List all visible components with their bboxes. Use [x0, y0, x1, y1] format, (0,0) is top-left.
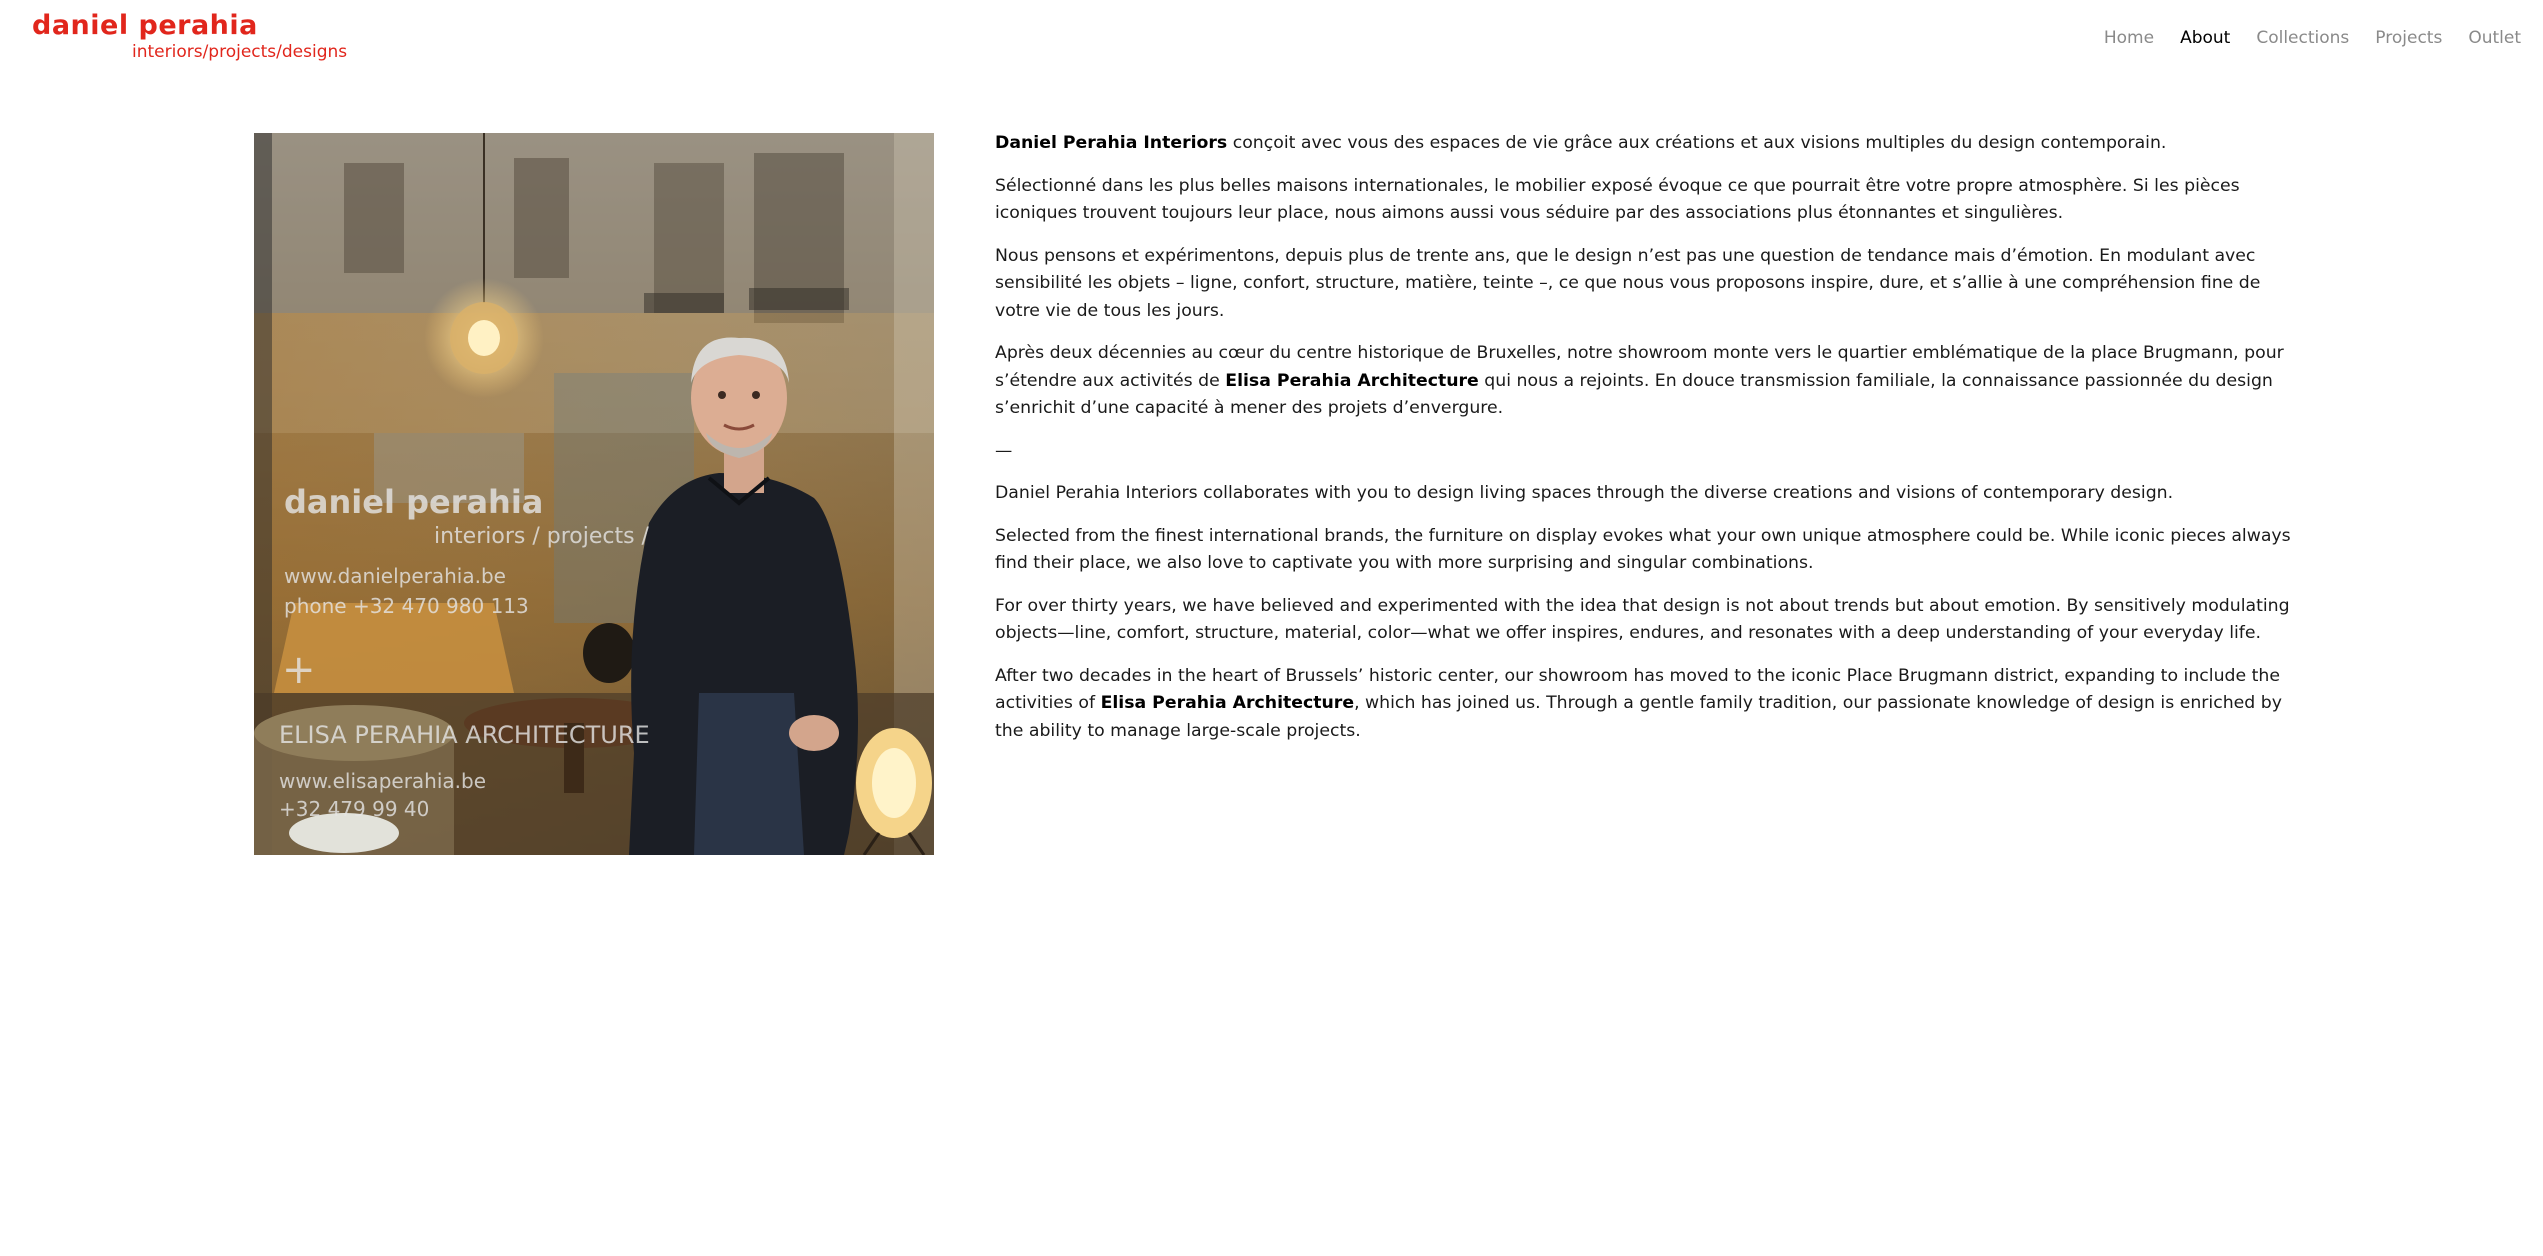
showroom-portrait-photo [254, 133, 934, 855]
en-p4-text-b: , which has joined us. Through a gentle family tradition, our passionate knowledge of design is enriched by the ability to manage large-scale projects. [995, 693, 2282, 741]
window-brand-text: daniel perahia [284, 483, 544, 521]
fr-paragraph-1 [995, 130, 2295, 158]
photo-illustration [254, 133, 934, 855]
fr-p4-text-a: Après deux décennies au cœur du centre historique de Bruxelles, notre showroom monte vers le quartier emblématique de la place Brugmann, pour s’étendre aux activités de [995, 343, 2284, 391]
window-phone-text: phone +32 470 980 113 [284, 594, 529, 618]
language-separator: — [995, 440, 1013, 461]
en-paragraph-1: Daniel Perahia Interiors collaborates with you to design living spaces through the diverse creations and visions of contemporary design. [995, 483, 2174, 503]
fr-p4-architecture-name: Elisa Perahia Architecture [1225, 370, 1479, 391]
fr-p1-text: conçoit avec vous des espaces de vie grâce aux créations et aux visions multiples du design contemporain. [1227, 133, 2167, 153]
window-website-text: www.danielperahia.be [284, 564, 506, 588]
nav-about[interactable]: About [2180, 28, 2231, 48]
fr-paragraph-4 [995, 340, 2295, 423]
site-header [0, 0, 2543, 90]
en-paragraph-3: For over thirty years, we have believed and experimented with the idea that design is not about trends but about emotion. By sensitively modulating objects—line, comfort, structure, material, color—what we offer inspires, endures, and resonates with a deep understanding of your everyday life. [995, 595, 2290, 643]
en-p4-architecture-name: Elisa Perahia Architecture [1100, 693, 1355, 713]
window-plus-text: + [282, 647, 316, 693]
logo-name[interactable]: daniel perahia [32, 10, 258, 41]
nav-projects[interactable]: Projects [2375, 28, 2443, 48]
fr-p1-company-name: Daniel Perahia Interiors [995, 133, 1228, 153]
nav-home[interactable]: Home [2103, 28, 2155, 48]
nav-collections[interactable]: Collections [2256, 28, 2350, 48]
logo-tagline[interactable]: interiors/projects/designs [132, 42, 348, 62]
fr-paragraph-2: Sélectionné dans les plus belles maisons internationales, le mobilier exposé évoque ce que pourrait être votre propre atmosphère. Si les pièces iconiques trouvent toujours leur place, nous aimons aussi vous séduire par des associations plus étonnantes et singulières. [995, 175, 2240, 223]
logo[interactable] [32, 10, 347, 62]
about-text [995, 130, 2295, 760]
window-subtitle-text: interiors / projects / [434, 524, 649, 549]
nav-outlet[interactable]: Outlet [2468, 28, 2521, 48]
en-paragraph-4 [995, 663, 2295, 746]
window-arch-phone-text: +32 479 99 40 [279, 797, 430, 821]
fr-p4-text-b: qui nous a rejoints. En douce transmission familiale, la connaissance passionnée du design s’enrichit d’une capacité à mener des projets d’envergure. [995, 370, 2273, 418]
window-arch-website-text: www.elisaperahia.be [279, 769, 487, 793]
window-architecture-text: ELISA PERAHIA ARCHITECTURE [279, 721, 650, 749]
en-p4-text-a: After two decades in the heart of Brussels’ historic center, our showroom has moved to the iconic Place Brugmann district, expanding to include the activities of [995, 665, 2280, 713]
main-nav [2104, 28, 2521, 48]
en-paragraph-2: Selected from the finest international brands, the furniture on display evokes what your own unique atmosphere could be. While iconic pieces always find their place, we also love to captivate you with more surprising and singular combinations. [995, 525, 2291, 573]
fr-paragraph-3: Nous pensons et expérimentons, depuis plus de trente ans, que le design n’est pas une question de tendance mais d’émotion. En modulant avec sensibilité les objets – ligne, confort, structure, matière, teinte –, ce que nous vous proposons inspire, dure, et s’allie à une compréhension fine de votre vie de tous les jours. [995, 245, 2261, 321]
